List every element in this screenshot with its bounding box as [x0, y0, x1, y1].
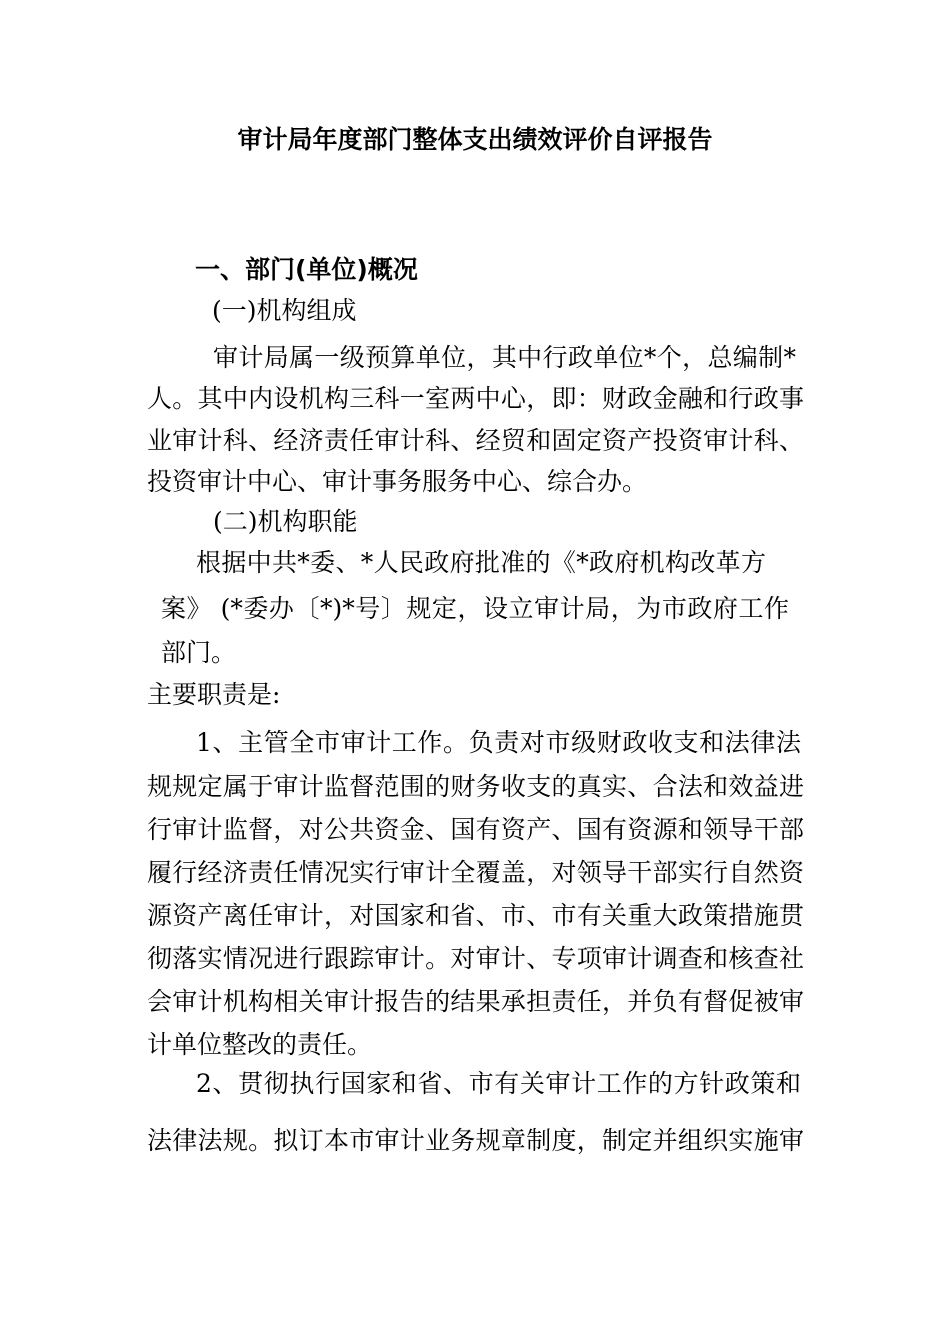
paragraph-line: 2、贯彻执行国家和省、市有关审计工作的方针政策和 — [196, 1069, 801, 1098]
paragraph-line: 计单位整改的责任。 — [147, 1030, 373, 1059]
paragraph-line: 1、主管全市审计工作。负责对市级财政收支和法律法 — [196, 728, 801, 757]
paragraph-line: 彻落实情况进行跟踪审计。对审计、专项审计调查和核查社 — [147, 944, 804, 973]
section-heading-overview: 一、部门(单位)概况 — [195, 255, 418, 284]
paragraph-line: 业审计科、经济责任审计科、经贸和固定资产投资审计科、 — [147, 426, 804, 455]
paragraph-line: 根据中共*委、*人民政府批准的《*政府机构改革方 — [196, 548, 766, 577]
document-title: 审计局年度部门整体支出绩效评价自评报告 — [237, 125, 713, 154]
paragraph-line: 规规定属于审计监督范围的财务收支的真实、合法和效益进 — [147, 772, 804, 801]
paragraph-line: 履行经济责任情况实行审计全覆盖，对领导干部实行自然资 — [147, 858, 804, 887]
paragraph-line: 会审计机构相关审计报告的结果承担责任，并负有督促被审 — [147, 987, 804, 1016]
paragraph-line: 行审计监督，对公共资金、国有资产、国有资源和领导干部 — [147, 815, 804, 844]
subsection-heading-organization: (一)机构组成 — [212, 296, 357, 325]
paragraph-line: 案》 (*委办〔*)*号〕规定，设立审计局，为市政府工作 — [161, 594, 789, 623]
paragraph-line: 源资产离任审计，对国家和省、市、市有关重大政策措施贯 — [147, 901, 804, 930]
subsection-heading-functions: (二)机构职能 — [213, 507, 358, 536]
paragraph-line: 部门。 — [161, 638, 237, 667]
paragraph-line: 审计局属一级预算单位，其中行政单位*个，总编制* — [213, 343, 796, 372]
paragraph-line: 人。其中内设机构三科一室两中心，即：财政金融和行政事 — [147, 384, 804, 413]
duties-label: 主要职责是: — [147, 680, 281, 709]
paragraph-line: 投资审计中心、审计事务服务中心、综合办。 — [147, 467, 648, 496]
paragraph-line: 法律法规。拟订本市审计业务规章制度，制定并组织实施审 — [147, 1126, 804, 1155]
